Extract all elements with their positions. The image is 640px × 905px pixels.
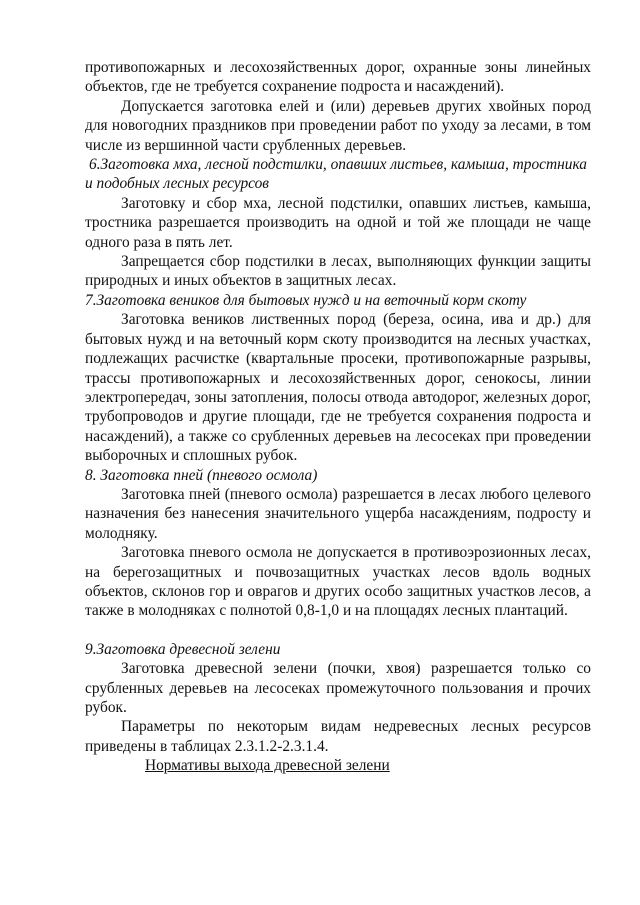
paragraph-moss-collection: Заготовку и сбор мха, лесной подстилки, опавших листьев, камыша, тростника разрешается производить на одной и той же площади не чаще одного раза в пять лет. (85, 194, 591, 251)
table-title: Нормативы выхода древесной зелени (145, 757, 390, 775)
section-heading-6: 6.Заготовка мха, лесной подстилки, опавших листьев, камыша, тростника и подобных лесных ресурсов (85, 156, 587, 193)
paragraph-greenery-harvesting: Заготовка древесной зелени (почки, хвоя) разрешается только со срубленных деревьев на лесосеках промежуточного пользования и прочих рубок. (85, 660, 591, 716)
paragraph-resin-prohibition: Заготовка пневого осмола не допускается в противоэрозионных лесах, на берегозащитных и почвозащитных участках лесов вдоль водных объектов, склонов гор и оврагов и других особо защитных участков лесов, а также в молодняках с полнотой 0,8-1,0 и на площадях лесных плантаций. (85, 544, 591, 620)
paragraph-stumps-harvesting: Заготовка пней (пневого осмола) разрешается в лесах любого целевого назначения без нанесения значительного ущерба насаждениям, подросту и молодняку. (85, 485, 591, 542)
section-heading-7: 7.Заготовка веников для бытовых нужд и на веточный корм скоту (85, 291, 527, 309)
paragraph-brooms-harvesting: Заготовка веников лиственных пород (береза, осина, ива и др.) для бытовых нужд и на веточный корм скоту производится на лесных участках, подлежащих расчистке (квартальные просеки, противопожарные разрывы, трассы противопожарных и лесохозяйственных дорог, сенокосы, линии электропередач, зоны затопления, полосы отвода автодорог, железных дорог, трубопроводов и другие площади, где не требуется сохранения подроста и насаждений), а также со срубленных деревьев на лесосеках при проведении выборочных и сплошных рубок. (85, 311, 591, 465)
section-heading-8: 8. Заготовка пней (пневого осмола) (85, 466, 318, 484)
paragraph-litter-prohibition: Запрещается сбор подстилки в лесах, выполняющих функции защиты природных и иных объектов в защитных лесах. (85, 253, 591, 290)
paragraph-parameters-reference: Параметры по некоторым видам недревесных лесных ресурсов приведены в таблицах 2.3.1.2-2.3.1.4. (85, 718, 591, 755)
section-heading-9: 9.Заготовка древесной зелени (85, 640, 281, 658)
paragraph-roads-continuation: противопожарных и лесохозяйственных дорог, охранные зоны линейных объектов, где не требуется сохранение подроста и насаждений). (85, 59, 591, 96)
document-page (85, 58, 591, 776)
paragraph-christmas-trees: Допускается заготовка елей и (или) деревьев других хвойных пород для новогодних праздников при проведении работ по уходу за лесами, в том числе из вершинной части срубленных деревьев. (85, 97, 591, 154)
